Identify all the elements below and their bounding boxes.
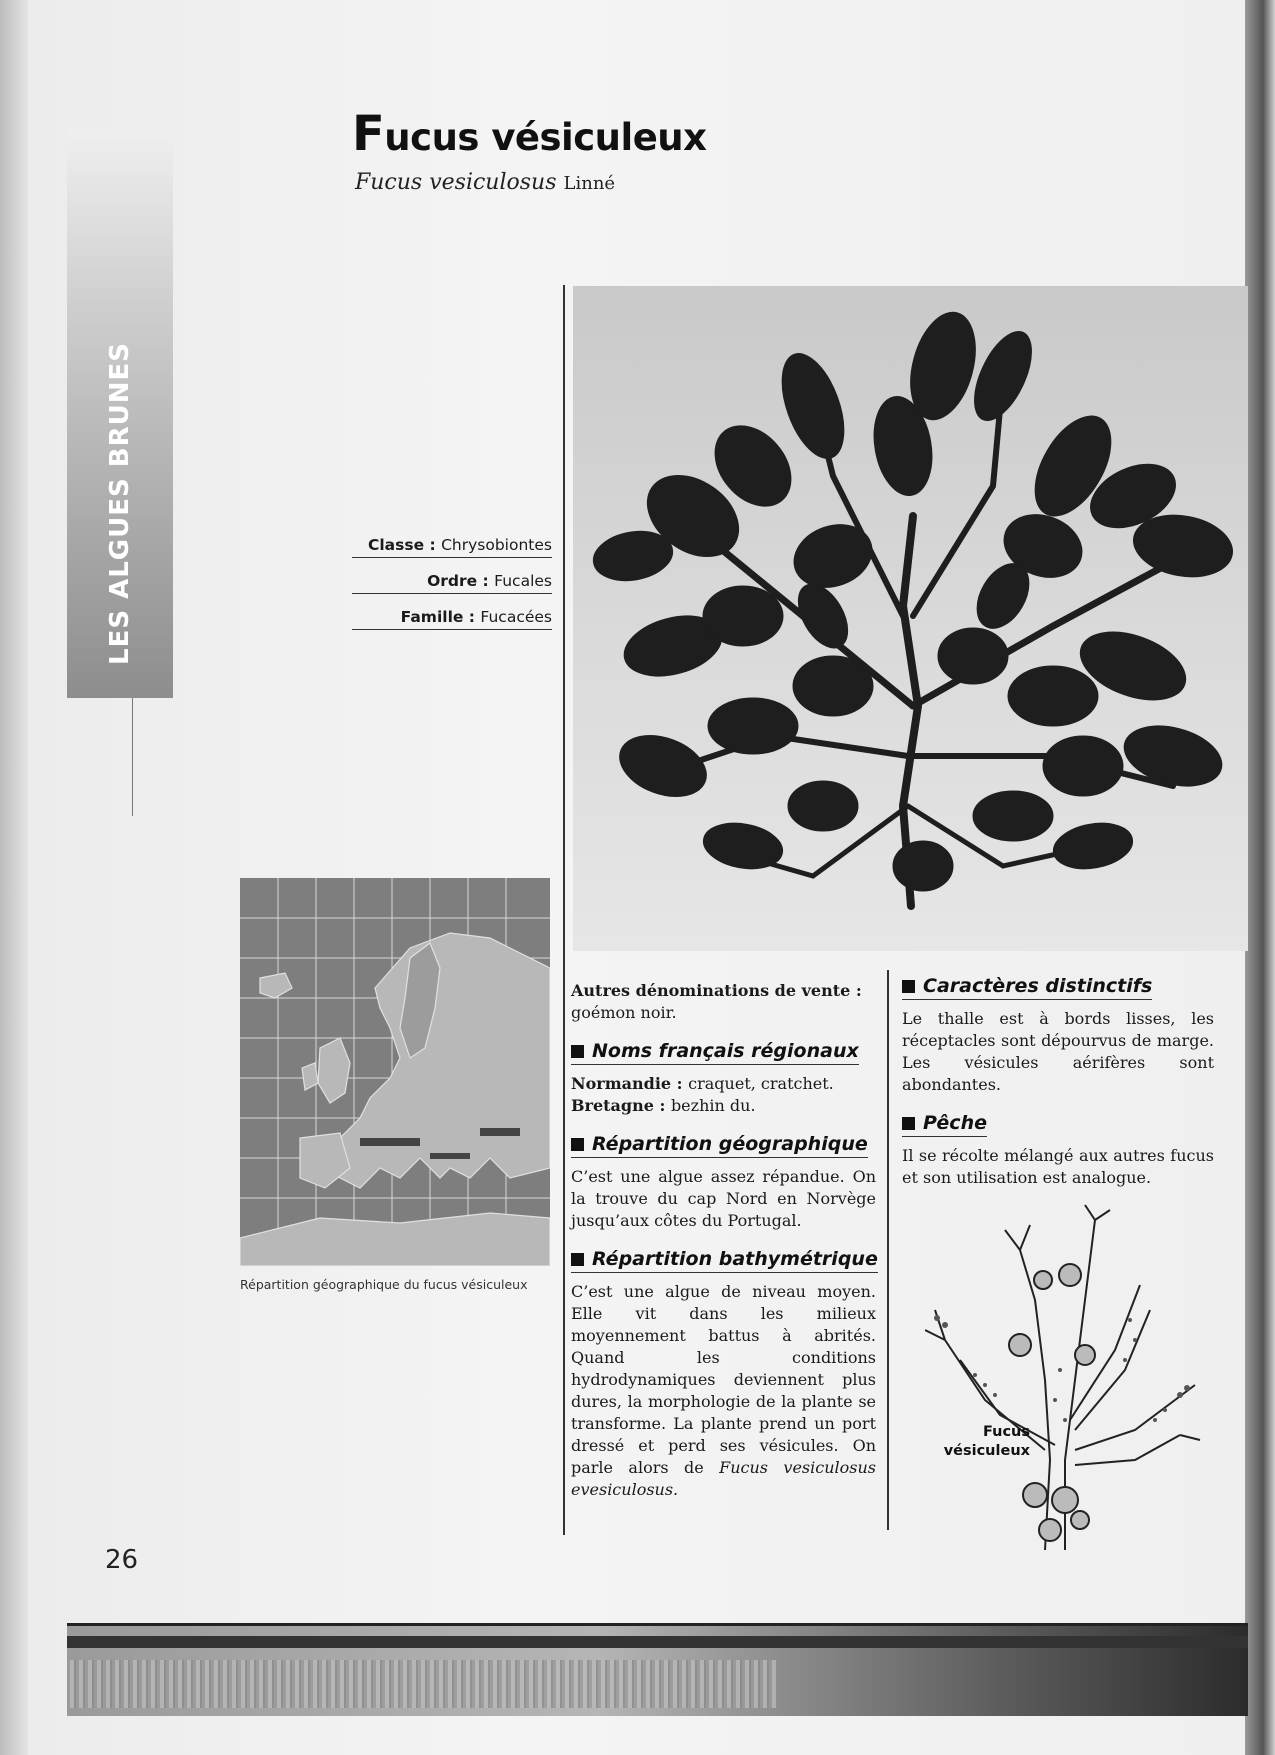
region-name: bezhin du.: [670, 1096, 756, 1115]
taxonomy-value: Fucales: [494, 572, 552, 590]
text-column-left: [571, 980, 876, 1501]
distribution-map: [240, 878, 550, 1266]
section-heading: Caractères distinctifs: [902, 975, 1152, 1000]
title-rest: ucus vésiculeux: [384, 116, 707, 159]
region-name: craquet, cratchet.: [688, 1074, 834, 1093]
other-names: [571, 980, 876, 1024]
geo-text: C’est une algue assez répandue. On la trouve du cap Nord en Norvège jusqu’aux côtes du Portugal.: [571, 1167, 876, 1230]
square-bullet-icon: [902, 980, 915, 993]
section-heading: Répartition géographique: [571, 1133, 868, 1158]
taxonomy-label: Classe: [367, 536, 425, 554]
other-names-value: goémon noir.: [571, 1003, 677, 1022]
traits-text: Le thalle est à bords lisses, les réceptacles sont dépourvus de marge. Les vésicules aérifères sont abondantes.: [902, 1009, 1214, 1094]
title-initial: F: [352, 106, 385, 162]
scientific-name-line: [355, 170, 615, 195]
map-caption: Répartition géographique du fucus vésiculeux: [240, 1277, 528, 1292]
bottom-band-line: [67, 1636, 1248, 1648]
region-label: Bretagne: [571, 1096, 654, 1115]
scientific-name: Fucus vesiculosus: [355, 170, 557, 195]
taxonomy-label: Ordre: [427, 572, 478, 590]
text-column-right: [902, 975, 1214, 1189]
page-shadow: [0, 0, 28, 1755]
taxonomy-label: Famille: [400, 608, 464, 626]
seaweed-silhouette: [573, 286, 1248, 951]
regional-names: Normandie : craquet, cratchet. Bretagne : bezhin du.: [571, 1074, 834, 1115]
taxonomy-value: Fucacées: [480, 608, 552, 626]
fishing-text: Il se récolte mélangé aux autres fucus et son utilisation est analogue.: [902, 1146, 1214, 1187]
page-number: 26: [105, 1545, 139, 1575]
bottom-band: [67, 1623, 1248, 1716]
taxonomy-order: Ordre : Fucales: [352, 572, 552, 594]
author: Linné: [563, 173, 616, 194]
square-bullet-icon: [902, 1117, 915, 1130]
square-bullet-icon: [571, 1045, 584, 1058]
section-heading: Pêche: [902, 1112, 987, 1137]
region-label: Normandie: [571, 1074, 672, 1093]
column-rule: [887, 970, 889, 1530]
bathy-text: C’est une algue de niveau moyen. Elle vit dans les milieux moyennement battus à abrités. Quand les conditions hydrodynamiques deviennent plus dures, la morphologie de la plante se transforme. La plante prend un port dressé et perd ses vésicules. On parle alors de Fucus vesiculosus evesiculosus.: [571, 1282, 876, 1499]
page-title: [352, 106, 707, 162]
fucus-drawing: [925, 1200, 1225, 1555]
other-names-label: Autres dénominations de vente :: [571, 981, 862, 1000]
side-section-label: LES ALGUES BRUNES: [105, 342, 135, 665]
seaweed-photo: [573, 286, 1248, 951]
bathy-italic: Fucus vesiculosus evesiculosus.: [571, 1458, 876, 1499]
illustration-label-line: Fucus: [982, 1424, 1030, 1440]
taxonomy-value: Chrysobiontes: [441, 536, 552, 554]
illustration-label-line: vésiculeux: [943, 1443, 1030, 1459]
section-heading: Noms français régionaux: [571, 1040, 859, 1065]
illustration-label: [940, 1423, 1030, 1461]
europe-map: [240, 878, 550, 1266]
side-rule: [132, 698, 133, 816]
square-bullet-icon: [571, 1253, 584, 1266]
taxonomy-family: Famille : Fucacées: [352, 608, 552, 630]
square-bullet-icon: [571, 1138, 584, 1151]
fucus-illustration: [925, 1200, 1225, 1555]
page-edge: [1245, 0, 1275, 1755]
column-rule: [563, 285, 565, 1535]
taxonomy-class: Classe : Chrysobiontes: [352, 536, 552, 558]
bottom-band-stripes: [67, 1660, 776, 1708]
section-heading: Répartition bathymétrique: [571, 1248, 878, 1273]
